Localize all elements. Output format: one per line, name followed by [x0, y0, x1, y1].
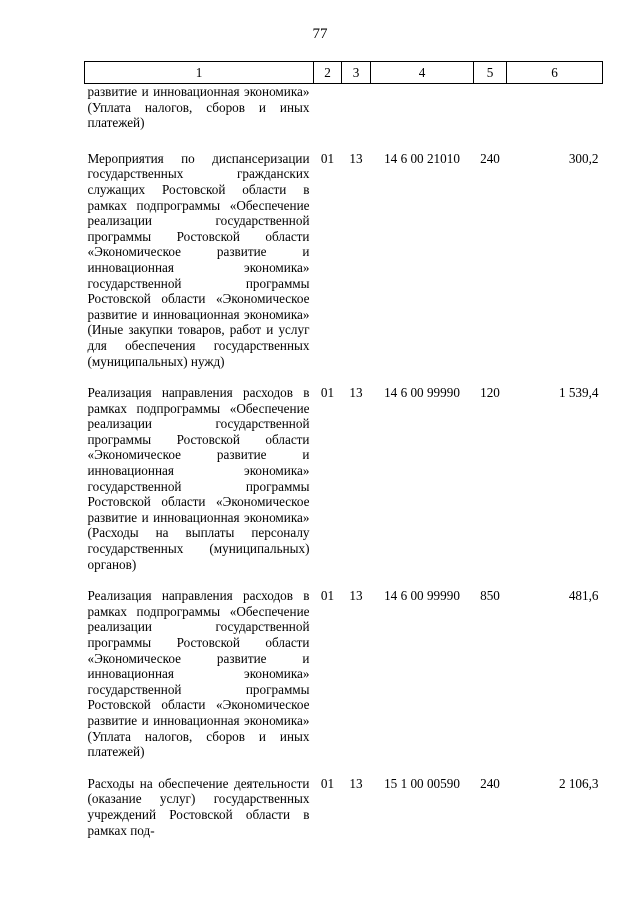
row-expense-type: 120	[480, 385, 500, 401]
table-row	[85, 84, 603, 151]
budget-table	[84, 61, 603, 838]
row-target-article: 14 6 00 99990	[384, 385, 460, 401]
column-header-3: 3	[342, 62, 371, 84]
row-amount	[507, 84, 603, 151]
row-section: 01	[320, 385, 335, 401]
row-amount: 1 539,4	[558, 385, 599, 401]
row-section	[314, 84, 342, 151]
row-expense-type	[474, 84, 507, 151]
row-target-article: 14 6 00 99990	[384, 588, 460, 604]
row-description: Мероприятия по диспансеризации государственных гражданских служащих Ростовской области в рамках подпрограммы «Обеспечение реализации государственной программы Ростовской области «Экономическое развитие и инновационная экономика» государственной программы Ростовской области «Экономическое развитие и инновационная экономика» (Иные закупки товаров, работ и услуг для обеспечения государственных (муниципальных) нужд)	[87, 150, 310, 369]
column-header-6: 6	[507, 62, 603, 84]
row-section: 01	[320, 588, 335, 604]
column-header-2: 2	[314, 62, 342, 84]
row-section: 01	[320, 775, 335, 791]
row-description: Расходы на обеспечение деятельности (оказание услуг) государственных учреждений Ростовской области в рамках под-	[87, 775, 310, 838]
row-section: 01	[320, 150, 335, 166]
column-header-4: 4	[371, 62, 474, 84]
row-subsection: 13	[349, 150, 363, 166]
row-amount: 2 106,3	[558, 775, 599, 791]
row-expense-type: 240	[480, 150, 500, 166]
row-description: Реализация направления расходов в рамках подпрограммы «Обеспечение реализации государственной программы Ростовской области «Экономическое развитие и инновационная экономика» государственной программы Ростовской области «Экономическое развитие и инновационная экономика» (Уплата налогов, сборов и иных платежей)	[87, 588, 310, 760]
table-row	[85, 776, 603, 838]
table-row	[85, 385, 603, 588]
row-amount: 481,6	[568, 588, 599, 604]
row-subsection: 13	[349, 588, 363, 604]
row-expense-type: 240	[480, 775, 500, 791]
row-target-article: 14 6 00 21010	[384, 150, 460, 166]
row-subsection: 13	[349, 775, 363, 791]
table-header-row	[85, 62, 603, 84]
row-description: Реализация направления расходов в рамках подпрограммы «Обеспечение реализации государственной программы Ростовской области «Экономическое развитие и инновационная экономика» государственной программы Ростовской области «Экономическое развитие и инновационная экономика» (Расходы на выплаты персоналу государственных (муниципальных) органов)	[87, 385, 310, 572]
column-header-5: 5	[474, 62, 507, 84]
row-subsection: 13	[349, 385, 363, 401]
row-target-article	[371, 84, 474, 151]
row-expense-type: 850	[480, 588, 500, 604]
column-header-1: 1	[85, 62, 314, 84]
table-row	[85, 151, 603, 385]
page-number: 77	[312, 26, 328, 42]
row-subsection	[342, 84, 371, 151]
row-target-article: 15 1 00 00590	[384, 775, 460, 791]
row-amount: 300,2	[568, 150, 599, 166]
table-row	[85, 588, 603, 776]
row-description: развитие и инновационная экономика» (Уплата налогов, сборов и иных платежей)	[87, 84, 310, 131]
